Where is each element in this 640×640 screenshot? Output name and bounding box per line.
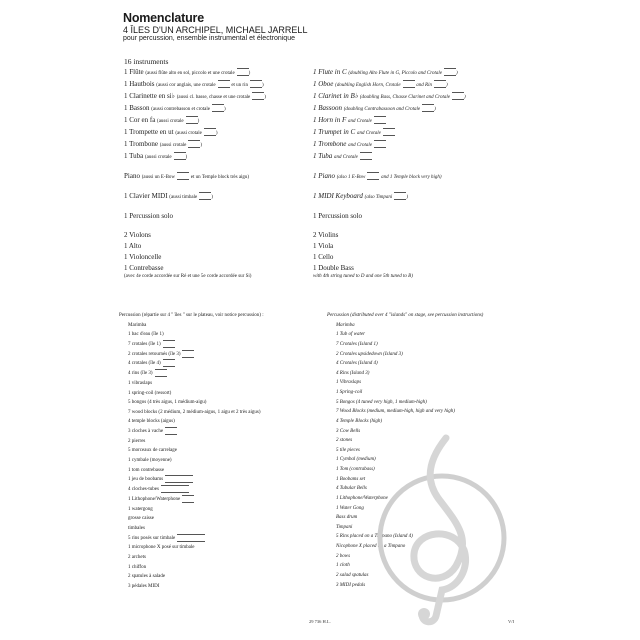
music-notation-icon (394, 192, 406, 200)
list-item: 1 Clarinette en si♭ (aussi cl. basse, chasse et une crotale ) (124, 92, 266, 100)
string-item: 1 Double Bass (313, 264, 354, 272)
list-item: 1 Tuba (aussi crotale ) (124, 152, 188, 160)
music-notation-icon (237, 68, 249, 76)
list-item: 1 Flûte (aussi flûte alto en sol, piccolo et une crotale ) (124, 68, 251, 76)
music-notation-icon (422, 104, 434, 112)
music-notation-icon (165, 475, 193, 483)
music-notation-icon (218, 80, 230, 88)
music-notation-icon (403, 80, 415, 88)
list-item: 1 Boobams set (336, 476, 366, 482)
list-item: 1 cloth (336, 563, 350, 569)
list-item: 1 Basson (aussi contrebasson et crotale ) (124, 104, 226, 112)
midi-fr: 1 Clavier MIDI (aussi timbale ) (124, 192, 213, 200)
piano-fr: Piano (aussi un E-Bow et un Temple block très aigu) (124, 172, 250, 180)
list-item: 1 Tom (contrabass) (336, 467, 375, 472)
list-item: 4 crotales (île 4) (128, 359, 264, 369)
list-item: 2 crotales retournés (île 3) (128, 350, 264, 360)
list-item: 1 Trombone and Crotale (313, 139, 466, 151)
list-item: 1 Tub of water (336, 332, 366, 338)
list-item: 2 bows (336, 553, 351, 559)
list-item: 1 Vibraslaps (336, 380, 362, 386)
list-item: 1 Cor en fa (aussi crotale ) (124, 116, 200, 124)
list-item: 1 spring-coil (ressort) (128, 390, 172, 396)
piano-en: 1 Piano (also 1 E-Bow and 1 Temple block very high) (313, 172, 442, 180)
list-item: 1 Trumpet in C and Crotale (313, 127, 466, 139)
list-item: Timpani (336, 524, 353, 530)
music-notation-icon (252, 92, 264, 100)
list-item: 2 Crotales upsidedown (Island 3) (336, 351, 403, 357)
music-notation-icon (163, 340, 175, 348)
list-item: 5 morceaux de carrelage (128, 448, 177, 454)
music-notation-icon (177, 534, 205, 542)
list-item: 5 bongos (4 très aigus, 1 médium-aigu) (128, 400, 207, 406)
list-item: 2 salad spatulas (336, 572, 369, 578)
list-item: 1 cymbale (moyenne) (128, 458, 172, 464)
list-item: timbales (128, 525, 145, 531)
percussion-solo-fr: 1 Percussion solo (124, 212, 173, 220)
footer-code: 29 736 H.L. (309, 619, 331, 624)
list-item: 4 rins (île 3) (128, 369, 264, 379)
work-description: pour percussion, ensemble instrumental et électronique (123, 35, 295, 42)
list-item: 1 Cymbal (medium) (336, 457, 376, 463)
treble-clef-watermark-icon (372, 418, 512, 628)
music-notation-icon (367, 172, 379, 180)
list-item: 1 Oboe (doubling English Horn, Crotale and Rin ) (313, 80, 448, 88)
list-item: 5 Bongos (4 tuned very high, 1 medium-high) (336, 399, 427, 405)
list-item: 2 archets (128, 554, 146, 560)
header (123, 12, 307, 43)
list-item: 1 Hautbois (aussi cor anglais, une crotale et un rin ) (124, 80, 264, 88)
string-item: 1 Contrebasse (124, 264, 164, 272)
list-item: 1 Lithophone/Waterphone (128, 495, 264, 505)
instruments-heading: 16 instruments (124, 57, 169, 66)
string-item: 1 Alto (124, 242, 142, 250)
list-item: 3 cloches à vache (128, 427, 264, 437)
music-notation-icon (165, 427, 177, 435)
list-item: 5 Rins placed on a Timpano (Island 4) (336, 534, 413, 540)
list-item: 7 wood blocks (2 médium, 2 médium-aigus, 1 aigu et 2 très aigus) (128, 409, 261, 415)
music-notation-icon (434, 80, 446, 88)
list-item: 1 microphone X posé sur timbale (128, 545, 195, 551)
list-item: 1 watergong (128, 506, 153, 512)
list-item: 1 Tuba and Crotale (313, 151, 466, 163)
list-item: 4 Temple Blocks (high) (336, 418, 383, 424)
music-notation-icon (163, 359, 175, 367)
music-notation-icon (177, 172, 189, 180)
list-item: 4 cloches-tubes (128, 485, 264, 495)
list-item: 1 tom contrebasse (128, 467, 165, 473)
percussion-list-fr (119, 311, 264, 591)
music-notation-icon (182, 495, 194, 503)
list-item: 4 Rins (Island 3) (336, 370, 370, 376)
list-item: 2 spatules à salade (128, 574, 166, 580)
string-item: 1 Cello (313, 253, 334, 261)
strings-note-fr: (avec 4e corde accordée sur Ré et une 5e corde accordée sur Si) (124, 274, 252, 279)
music-notation-icon (374, 140, 386, 148)
list-item: 1 Flute in C (doubling Alto Flute in G, Piccolo and Crotale ) (313, 68, 458, 76)
list-item: 1 Trompette en ut (aussi crotale ) (124, 128, 218, 136)
music-notation-icon (212, 104, 224, 112)
list-item: 7 Crotales (Island 1) (336, 341, 378, 347)
list-item: 1 Trombone (aussi crotale ) (124, 140, 202, 148)
music-notation-icon (444, 68, 456, 76)
list-item: 4 Crotales (Island 4) (336, 361, 378, 367)
percussion-heading-fr: Percussion (répartie sur 4 " îles " sur le plateau, voir notice percussion) : (119, 313, 264, 318)
list-item: 1 Spring-coil (336, 390, 363, 395)
music-notation-icon (204, 128, 216, 136)
music-notation-icon (182, 350, 194, 358)
list-item: grosse caisse (128, 516, 154, 522)
list-item: 3 MIDI pedals (336, 582, 366, 588)
list-item: 5 tile pieces (336, 447, 360, 453)
music-notation-icon (188, 140, 200, 148)
string-item: 1 Violoncelle (124, 253, 162, 261)
music-notation-icon (174, 152, 186, 160)
list-item: 7 crotales (île 1) (128, 340, 264, 350)
music-notation-icon (161, 485, 189, 493)
list-item: 3 pédales MIDI (128, 583, 160, 589)
list-item: Marimba (128, 322, 147, 328)
list-item: 4 temple blocks (aigus) (128, 419, 175, 425)
percussion-solo-en: 1 Percussion solo (313, 212, 362, 220)
list-item: Bass drum (336, 515, 358, 521)
music-notation-icon (452, 92, 464, 100)
music-notation-icon (360, 152, 372, 160)
string-item: 2 Violins (313, 231, 339, 239)
music-notation-icon (199, 192, 211, 200)
list-item: 2 stones (336, 438, 353, 444)
midi-en: 1 MIDI Keyboard (also Timpani ) (313, 192, 408, 200)
list-item: 1 bac d'eau (île 1) (128, 332, 164, 338)
list-item: 1 Water Gong (336, 505, 364, 511)
list-item: 1 Clarinet in B♭ (doubling Bass, Chasse Clarinet and Crotale ) (313, 92, 466, 100)
music-notation-icon (383, 128, 395, 136)
percussion-heading-en: Percussion (distributed over 4 "islands" on stage, see percussion instructions) (327, 313, 484, 318)
list-item: Marimba (336, 322, 355, 328)
strings-note-en: with 4th string tuned to D and one 5th tuned to B) (313, 274, 413, 279)
list-item: Nicophone X placed on a Timpano (336, 544, 406, 549)
list-item: 1 Lithophone/Waterphone (336, 495, 388, 501)
work-title: 4 ÎLES D'UN ARCHIPEL, MICHAEL JARRELL (123, 25, 308, 35)
list-item: 4 Tubular Bells (336, 486, 367, 492)
list-item: 7 Wood Blocks (medium, medium-high, high and very high) (336, 409, 455, 415)
winds-list-fr (124, 67, 266, 163)
string-item: 2 Violons (124, 231, 151, 239)
page-title: Nomenclature (123, 11, 204, 25)
music-notation-icon (186, 116, 198, 124)
list-item: 2 pierres (128, 438, 146, 444)
instruments-fr (124, 56, 266, 280)
page-number: V/I (508, 619, 514, 624)
music-notation-icon (250, 80, 262, 88)
list-item: 5 rins posés sur timbale (128, 534, 264, 544)
music-notation-icon (374, 116, 386, 124)
list-item: 1 Bassoon (doubling Contrabassoon and Crotale ) (313, 104, 436, 112)
list-item: 1 jeu de boobams (128, 475, 264, 485)
string-item: 1 Viola (313, 242, 334, 250)
list-item: 1 vibraslaps (128, 380, 153, 386)
list-item: 3 Cow Bells (336, 428, 361, 434)
list-item: 1 chiffon (128, 564, 147, 570)
music-notation-icon (155, 369, 167, 377)
list-item: 1 Horn in F and Crotale (313, 115, 466, 127)
instruments-en (313, 67, 466, 280)
